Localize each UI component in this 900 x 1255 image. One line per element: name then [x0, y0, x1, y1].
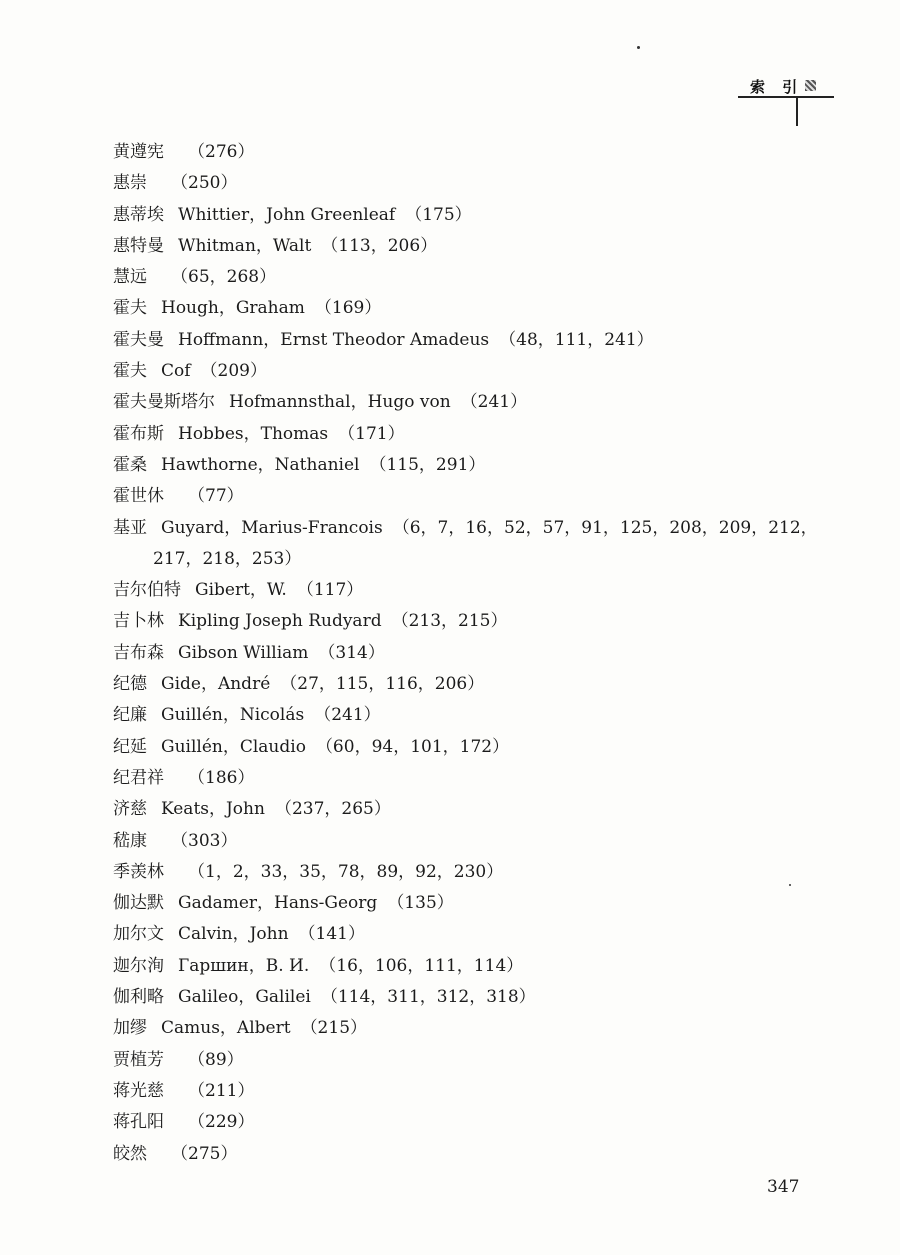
- entry-chinese-name: 蒋孔阳: [113, 1112, 164, 1133]
- entry-chinese-name: 纪德: [113, 674, 147, 695]
- entry-page-refs: （314）: [318, 642, 385, 663]
- page-number: 347: [767, 1177, 800, 1197]
- entry-page-refs: （276）: [188, 142, 255, 162]
- entry-page-refs: （241）: [314, 705, 381, 726]
- entry-chinese-name: 皎然: [113, 1143, 147, 1164]
- entry-original-name: Galileo，Galilei: [178, 987, 311, 1008]
- entry-page-refs: （213，215）: [391, 611, 508, 632]
- entry-chinese-name: 霍夫: [113, 361, 147, 382]
- entry-page-refs: （27，115，116，206）: [280, 674, 485, 695]
- entry-chinese-name: 嵇康: [113, 830, 147, 851]
- index-list: [113, 137, 818, 1170]
- entry-chinese-name: 黄遵宪: [113, 142, 164, 162]
- index-entry: [113, 231, 803, 262]
- entry-chinese-name: 迦尔洵: [113, 955, 164, 976]
- index-entry: [113, 951, 803, 982]
- header-tick: [796, 96, 798, 126]
- entry-page-refs: （114，311，312，318）: [320, 987, 536, 1008]
- index-entry: [113, 826, 803, 857]
- entry-page-refs: （89）: [188, 1049, 244, 1070]
- entry-chinese-name: 霍夫曼斯塔尔: [113, 392, 215, 413]
- entry-chinese-name: 惠崇: [113, 173, 147, 194]
- entry-page-refs: （211）: [188, 1080, 255, 1101]
- entry-page-refs: （48，111，241）: [499, 329, 654, 350]
- index-entry: [113, 450, 803, 481]
- entry-page-refs: （135）: [387, 893, 454, 914]
- entry-chinese-name: 吉尔伯特: [113, 580, 181, 601]
- entry-original-name: Guillén，Nicolás: [161, 705, 305, 726]
- entry-original-name: Gide，André: [161, 674, 271, 695]
- index-entry: [113, 168, 803, 199]
- entry-page-refs: （171）: [338, 423, 405, 444]
- entry-chinese-name: 霍夫曼: [113, 329, 164, 350]
- section-label: 索 引: [750, 78, 804, 96]
- entry-page-refs: （209）: [200, 361, 267, 382]
- entry-original-name: Guillén，Claudio: [161, 736, 306, 757]
- entry-original-name: Whitman，Walt: [178, 235, 312, 256]
- entry-original-name: Whittier，John Greenleaf: [178, 204, 396, 225]
- entry-original-name: Hough，Graham: [161, 298, 305, 319]
- entry-page-refs: （77）: [188, 486, 244, 507]
- index-entry: [113, 919, 803, 950]
- print-speck: [637, 46, 640, 49]
- entry-page-refs: （241）: [460, 392, 528, 413]
- index-entry: [113, 419, 803, 450]
- index-entry: [113, 325, 803, 356]
- index-entry: [113, 137, 803, 168]
- index-entry: [113, 669, 803, 700]
- entry-page-refs: （60，94，101，172）: [315, 736, 510, 757]
- entry-chinese-name: 吉卜林: [113, 611, 164, 632]
- entry-page-refs: （169）: [314, 298, 382, 319]
- entry-chinese-name: 蒋光慈: [113, 1080, 164, 1101]
- entry-chinese-name: 季羡林: [113, 861, 164, 882]
- entry-chinese-name: 济慈: [113, 799, 147, 820]
- entry-chinese-name: 纪君祥: [113, 767, 164, 788]
- entry-original-name: Cof: [161, 361, 191, 382]
- entry-chinese-name: 霍桑: [113, 454, 147, 475]
- entry-page-refs: （229）: [188, 1112, 255, 1133]
- index-entry: [113, 356, 803, 387]
- index-entry: [113, 857, 803, 888]
- entry-page-refs: （117）: [296, 580, 364, 601]
- entry-chinese-name: 伽达默: [113, 893, 164, 914]
- entry-chinese-name: 加尔文: [113, 924, 164, 945]
- entry-page-refs: （16，106，111，114）: [319, 955, 524, 976]
- entry-original-name: Kipling Joseph Rudyard: [178, 611, 382, 632]
- entry-chinese-name: 贾植芳: [113, 1049, 164, 1070]
- entry-page-refs: （275）: [171, 1143, 238, 1164]
- entry-page-refs: （237，265）: [274, 799, 391, 820]
- header-rule: [738, 96, 834, 98]
- index-entry: [113, 387, 803, 418]
- entry-page-refs: （141）: [298, 924, 365, 945]
- entry-chinese-name: 慧远: [113, 267, 147, 288]
- index-entry: [113, 638, 803, 669]
- entry-original-name: Гаршин，В. И.: [178, 955, 310, 976]
- index-entry: [113, 513, 833, 576]
- entry-original-name: Keats，John: [161, 799, 265, 820]
- index-entry: [113, 888, 803, 919]
- entry-chinese-name: 惠蒂埃: [113, 204, 164, 225]
- entry-page-refs: （186）: [188, 767, 255, 788]
- index-entry: [113, 1076, 803, 1107]
- entry-chinese-name: 基亚: [113, 517, 147, 538]
- index-entry: [113, 481, 803, 512]
- entry-page-refs: （175）: [405, 204, 472, 225]
- entry-page-refs: （6，7，16，52，57，91，125，208，209，212，217，218，253）: [153, 517, 818, 569]
- entry-page-refs: （113，206）: [321, 235, 438, 256]
- entry-page-refs: （115，291）: [369, 454, 486, 475]
- entry-page-refs: （1，2，33，35，78，89，92，230）: [188, 861, 504, 882]
- index-entry: [113, 1139, 803, 1170]
- entry-original-name: Gadamer，Hans-Georg: [178, 893, 378, 914]
- index-entry: [113, 606, 803, 637]
- entry-page-refs: （303）: [171, 830, 238, 851]
- index-entry: [113, 700, 803, 731]
- index-entry: [113, 1045, 803, 1076]
- entry-original-name: Camus，Albert: [161, 1018, 291, 1039]
- entry-chinese-name: 霍世休: [113, 486, 164, 507]
- entry-original-name: Hofmannsthal，Hugo von: [229, 392, 451, 413]
- index-entry: [113, 262, 803, 293]
- entry-page-refs: （65，268）: [171, 267, 277, 288]
- index-entry: [113, 1013, 803, 1044]
- entry-original-name: Hobbes，Thomas: [178, 423, 329, 444]
- entry-original-name: Hawthorne，Nathaniel: [161, 454, 360, 475]
- entry-chinese-name: 吉布森: [113, 642, 164, 663]
- entry-chinese-name: 霍夫: [113, 298, 147, 319]
- index-entry: [113, 1107, 803, 1138]
- entry-chinese-name: 霍布斯: [113, 423, 164, 444]
- index-entry: [113, 200, 803, 231]
- index-entry: [113, 763, 803, 794]
- entry-original-name: Gibson William: [178, 642, 309, 663]
- entry-chinese-name: 纪延: [113, 736, 147, 757]
- entry-page-refs: （215）: [300, 1018, 368, 1039]
- entry-chinese-name: 纪廉: [113, 705, 147, 726]
- entry-original-name: Calvin，John: [178, 924, 289, 945]
- index-entry: [113, 732, 803, 763]
- index-entry: [113, 982, 803, 1013]
- entry-original-name: Gibert，W.: [195, 580, 287, 601]
- ornament-icon: [805, 80, 816, 91]
- entry-page-refs: （250）: [171, 173, 238, 194]
- entry-chinese-name: 加缪: [113, 1018, 147, 1039]
- entry-chinese-name: 伽利略: [113, 987, 164, 1008]
- index-entry: [113, 293, 803, 324]
- index-entry: [113, 575, 803, 606]
- entry-chinese-name: 惠特曼: [113, 235, 164, 256]
- entry-original-name: Hoffmann，Ernst Theodor Amadeus: [178, 329, 490, 350]
- running-header: [738, 76, 834, 126]
- index-entry: [113, 794, 803, 825]
- entry-original-name: Guyard，Marius-Francois: [161, 517, 383, 538]
